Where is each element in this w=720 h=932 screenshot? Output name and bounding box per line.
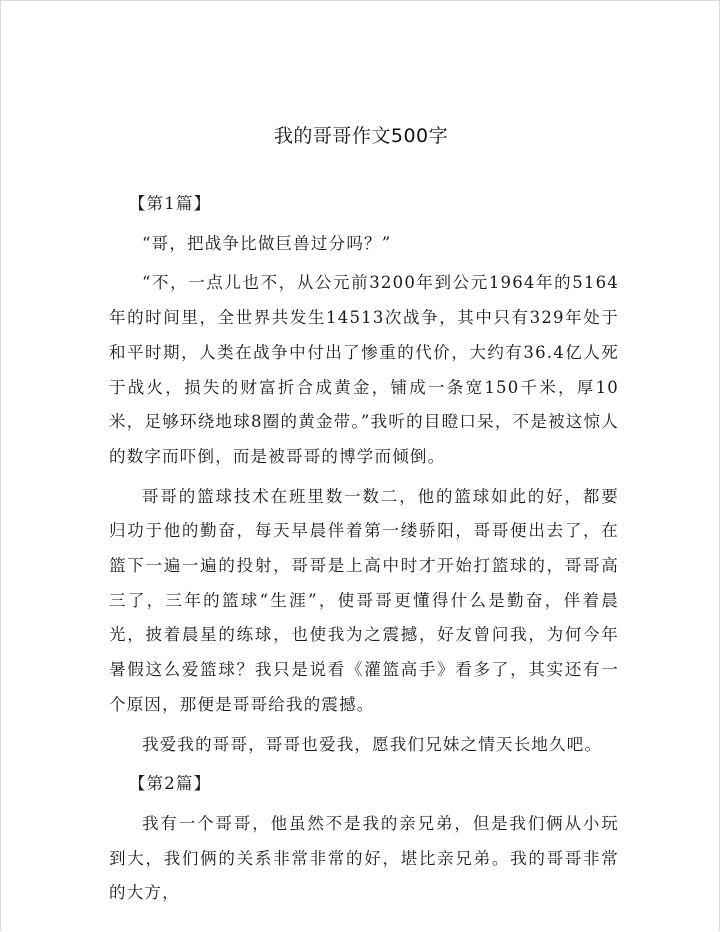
section-heading-2: 【第2篇】: [128, 774, 212, 794]
section-heading-1: 【第1篇】: [128, 194, 212, 213]
document-title: 我的哥哥作文500字: [273, 125, 449, 147]
paragraph: 哥哥的篮球技术在班里数一数二，他的篮球如此的好，都要归功于他的勤奋，每天早晨伴着第一缕骄阳，哥哥便出去了，在篮下一遍一遍的投射，哥哥是上高中时才开始打篮球的，哥哥高三了，三年的篮球“生涯”，使哥哥更懂得什么是勤奋，伴着晨光，披着晨星的练球，也使我为之震撼，好友曾问我，为何今年暑假这么爱篮球？我只是说看《灌篮高手》看多了，其实还有一个原因，那便是哥哥给我的震撼。: [109, 486, 619, 714]
paragraph: 我爱我的哥哥，哥哥也爱我，愿我们兄妹之情天长地久吧。: [142, 734, 603, 754]
paragraph: 我有一个哥哥，他虽然不是我的亲兄弟，但是我们俩从小玩到大，我们俩的关系非常非常的好，堪比亲兄弟。我的哥哥非常的大方，: [109, 813, 619, 903]
paragraph: “哥，把战争比做巨兽过分吗？”: [142, 233, 392, 253]
paragraph: “不，一点儿也不，从公元前3200年到公元1964年的5164年的时间里，全世界共发生14513次战争，其中只有329年处于和平时期，人类在战争中付出了惨重的代价，大约有36.4亿人死于战火，损失的财富折合成黄金，铺成一条宽150千米，厚10米，足够环绕地球8圈的黄金带。”我听的目瞪口呆，不是被这惊人的数字而吓倒，而是被哥哥的博学而倾倒。: [109, 273, 619, 466]
document-body: [109, 187, 619, 911]
